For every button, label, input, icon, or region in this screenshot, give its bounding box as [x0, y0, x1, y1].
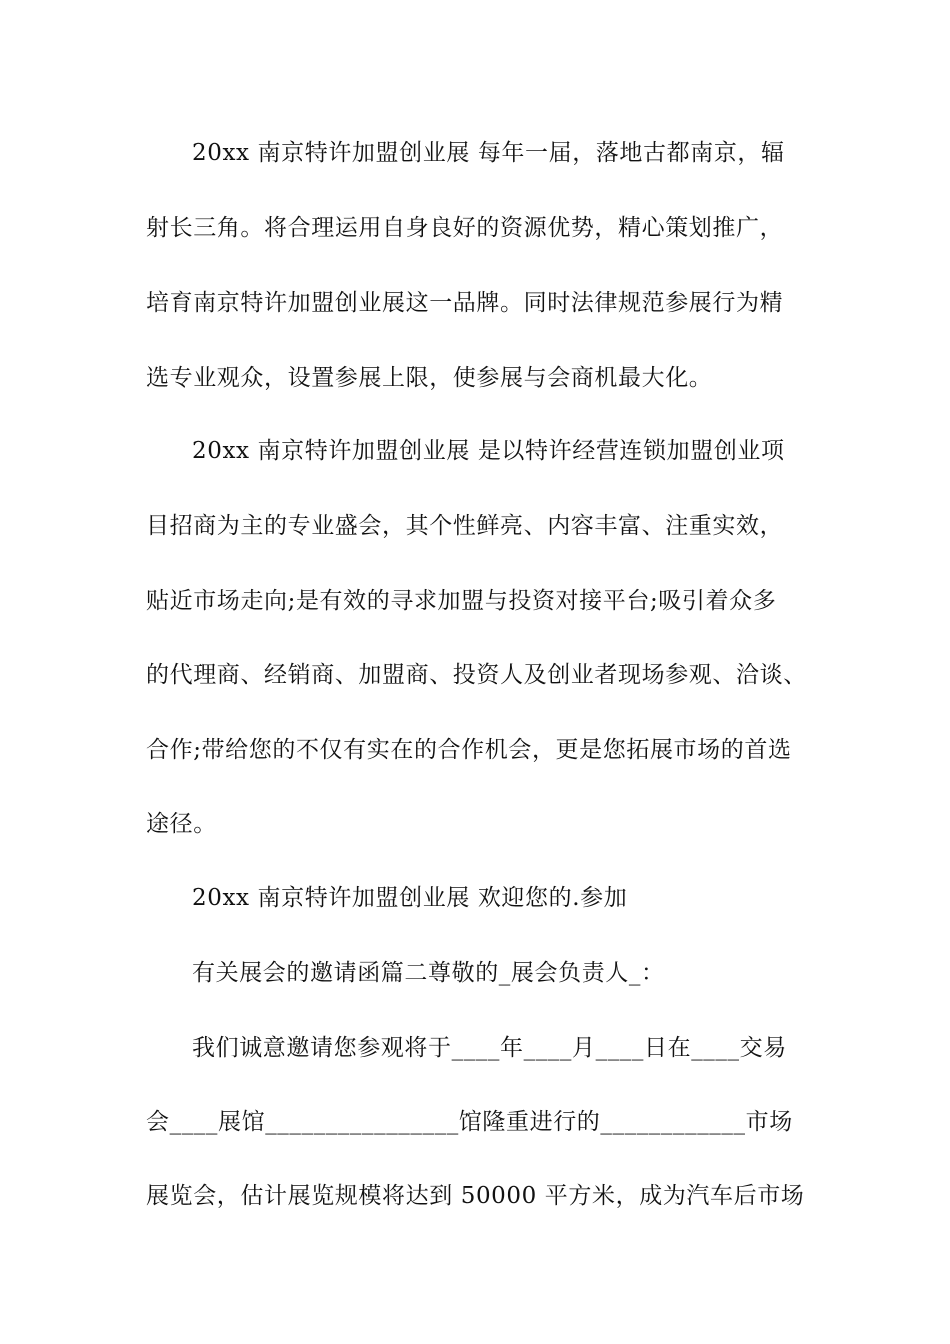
- paragraph-1-line-3: 培育南京特许加盟创业展这一品牌。同时法律规范参展行为精: [146, 290, 784, 316]
- paragraph-2-line-5: 合作;带给您的不仅有实在的合作机会，更是您拓展市场的首选: [146, 737, 792, 763]
- paragraph-2-line-1: 20xx 南京特许加盟创业展 是以特许经营连锁加盟创业项: [192, 438, 785, 464]
- paragraph-2-line-3: 贴近市场走向;是有效的寻求加盟与投资对接平台;吸引着众多: [146, 588, 777, 614]
- paragraph-4-line-3: 展览会，估计展览规模将达到 50000 平方米，成为汽车后市场: [146, 1183, 805, 1209]
- paragraph-1-line-2: 射长三角。将合理运用自身良好的资源优势，精心策划推广，: [146, 215, 784, 241]
- paragraph-2-line-2: 目招商为主的专业盛会，其个性鲜亮、内容丰富、注重实效，: [146, 513, 784, 539]
- paragraph-3-line-1: 20xx 南京特许加盟创业展 欢迎您的.参加: [192, 885, 628, 911]
- paragraph-4-line-1: 我们诚意邀请您参观将于____年____月____日在____交易: [192, 1035, 787, 1061]
- letter-heading: 有关展会的邀请函篇二尊敬的_展会负责人_：: [192, 960, 665, 986]
- paragraph-1-line-4: 选专业观众，设置参展上限，使参展与会商机最大化。: [146, 365, 713, 391]
- paragraph-2-line-4: 的代理商、经销商、加盟商、投资人及创业者现场参观、洽谈、: [146, 662, 807, 688]
- paragraph-1-line-1: 20xx 南京特许加盟创业展 每年一届，落地古都南京，辐: [192, 140, 785, 166]
- paragraph-2-line-6: 途径。: [146, 811, 217, 837]
- paragraph-4-line-2: 会____展馆________________馆隆重进行的____________市场: [146, 1109, 793, 1135]
